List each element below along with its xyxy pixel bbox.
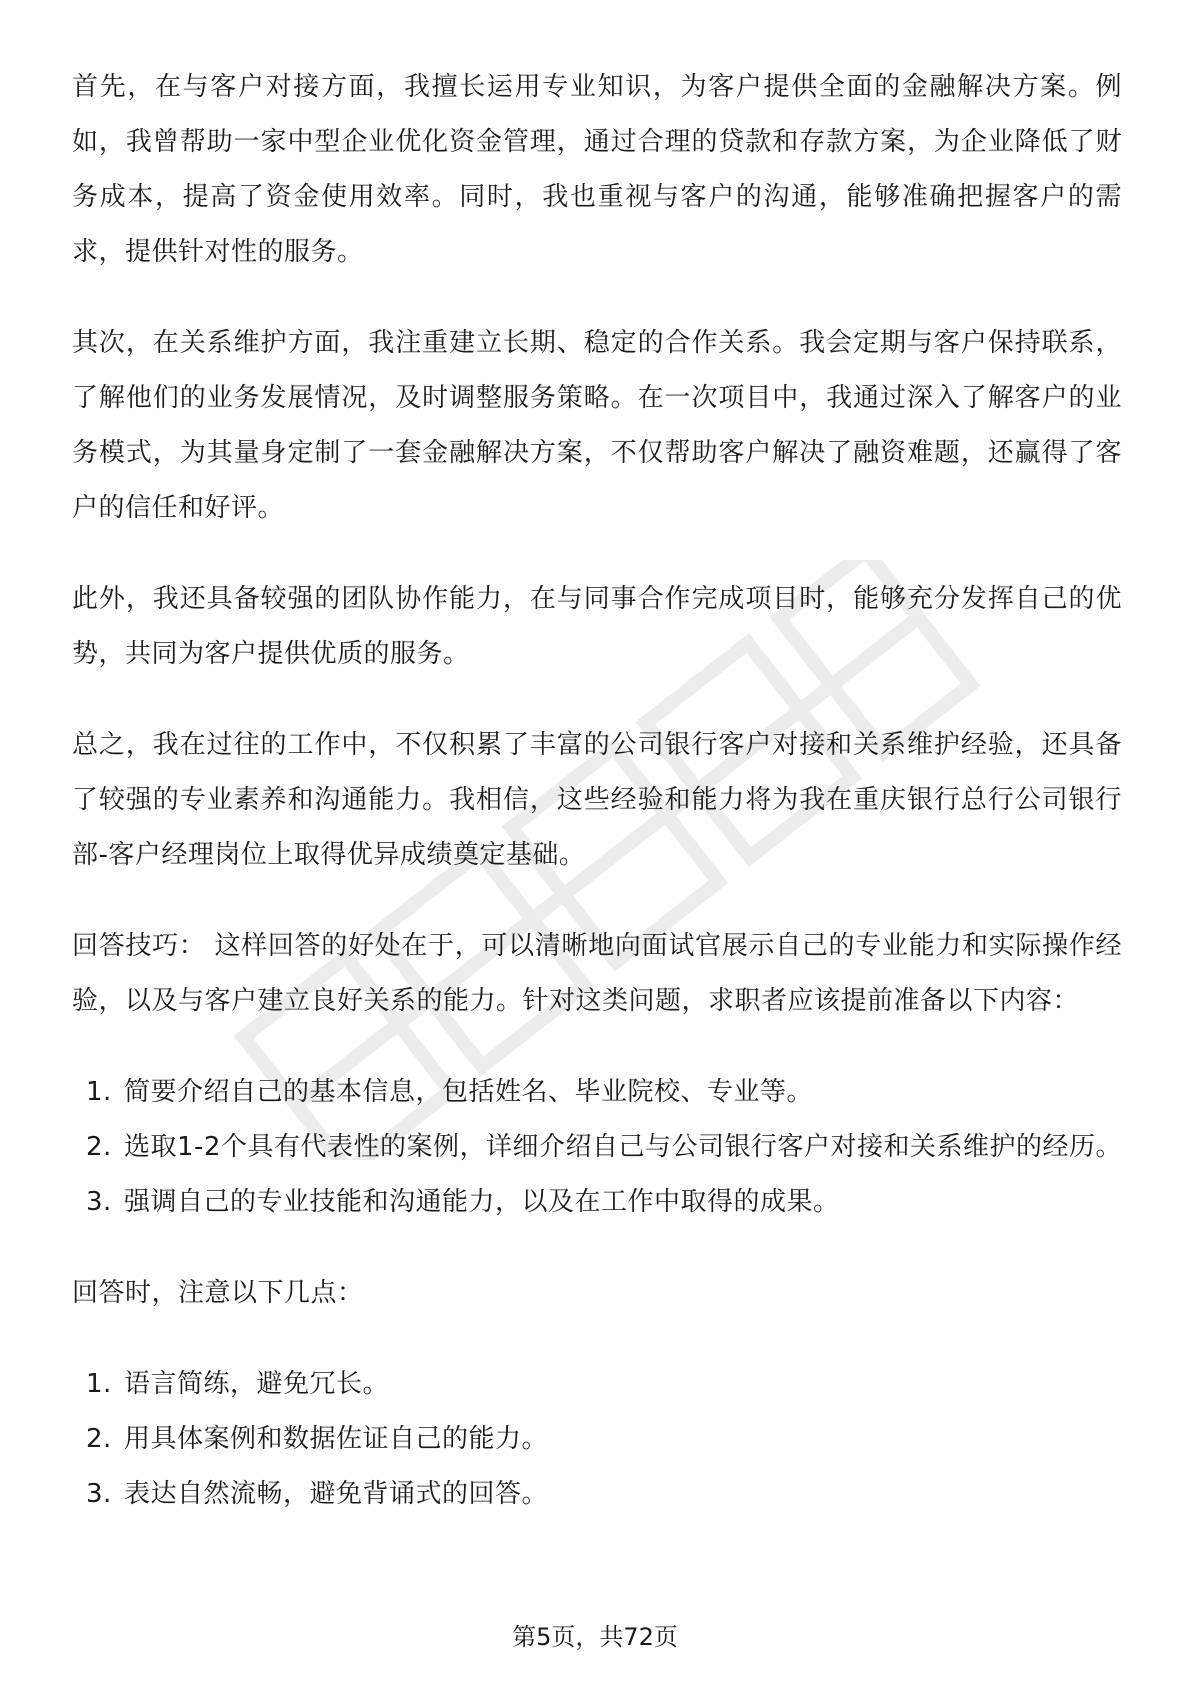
paragraph-relationship-maintenance: 其次，在关系维护方面，我注重建立长期、稳定的合作关系。我会定期与客户保持联系，了解他们的业务发展情况，及时调整服务策略。在一次项目中，我通过深入了解客户的业务模式，为其量身定制了一套金融解决方案，不仅帮助客户解决了融资难题，还赢得了客户的信任和好评。: [72, 328, 1122, 523]
list-number: 1.: [86, 1369, 112, 1399]
document-body: [72, 60, 1122, 1558]
list-number: 2.: [86, 1132, 112, 1162]
list-text: 语言简练，避免冗长。: [124, 1369, 390, 1399]
list-number: 3.: [86, 1479, 112, 1509]
list-text: 选取1-2个具有代表性的案例，详细介绍自己与公司银行客户对接和关系维护的经历。: [124, 1132, 1122, 1162]
paragraph-answer-tips: 回答技巧： 这样回答的好处在于，可以清晰地向面试官展示自己的专业能力和实际操作经验，以及与客户建立良好关系的能力。针对这类问题，求职者应该提前准备以下内容：: [72, 931, 1122, 1016]
preparation-list: [72, 1065, 1122, 1230]
list-number: 3.: [86, 1187, 112, 1217]
page-number: 第5页，共72页: [512, 1623, 678, 1651]
paragraph-summary: 总之，我在过往的工作中，不仅积累了丰富的公司银行客户对接和关系维护经验，还具备了较强的专业素养和沟通能力。我相信，这些经验和能力将为我在重庆银行总行公司银行部-客户经理岗位上取得优异成绩奠定基础。: [72, 730, 1122, 870]
paragraph-teamwork: 此外，我还具备较强的团队协作能力，在与同事合作完成项目时，能够充分发挥自己的优势，共同为客户提供优质的服务。: [72, 584, 1122, 669]
list-item: [72, 1175, 1122, 1230]
list-number: 1.: [86, 1077, 112, 1107]
paragraph-client-connection: 首先，在与客户对接方面，我擅长运用专业知识，为客户提供全面的金融解决方案。例如，我曾帮助一家中型企业优化资金管理，通过合理的贷款和存款方案，为企业降低了财务成本，提高了资金使用效率。同时，我也重视与客户的沟通，能够准确把握客户的需求，提供针对性的服务。: [72, 72, 1122, 267]
list-item: [72, 1412, 1122, 1467]
list-text: 表达自然流畅，避免背诵式的回答。: [124, 1479, 549, 1509]
list-item: [72, 1065, 1122, 1120]
notes-list: [72, 1357, 1122, 1522]
list-item: [72, 1357, 1122, 1412]
list-text: 简要介绍自己的基本信息，包括姓名、毕业院校、专业等。: [124, 1077, 814, 1107]
list-text: 用具体案例和数据佐证自己的能力。: [124, 1424, 549, 1454]
list-text: 强调自己的专业技能和沟通能力，以及在工作中取得的成果。: [124, 1187, 840, 1217]
list-item: [72, 1467, 1122, 1522]
paragraph-answer-notes: 回答时，注意以下几点：: [72, 1278, 364, 1308]
list-number: 2.: [86, 1424, 112, 1454]
list-item: [72, 1120, 1122, 1175]
